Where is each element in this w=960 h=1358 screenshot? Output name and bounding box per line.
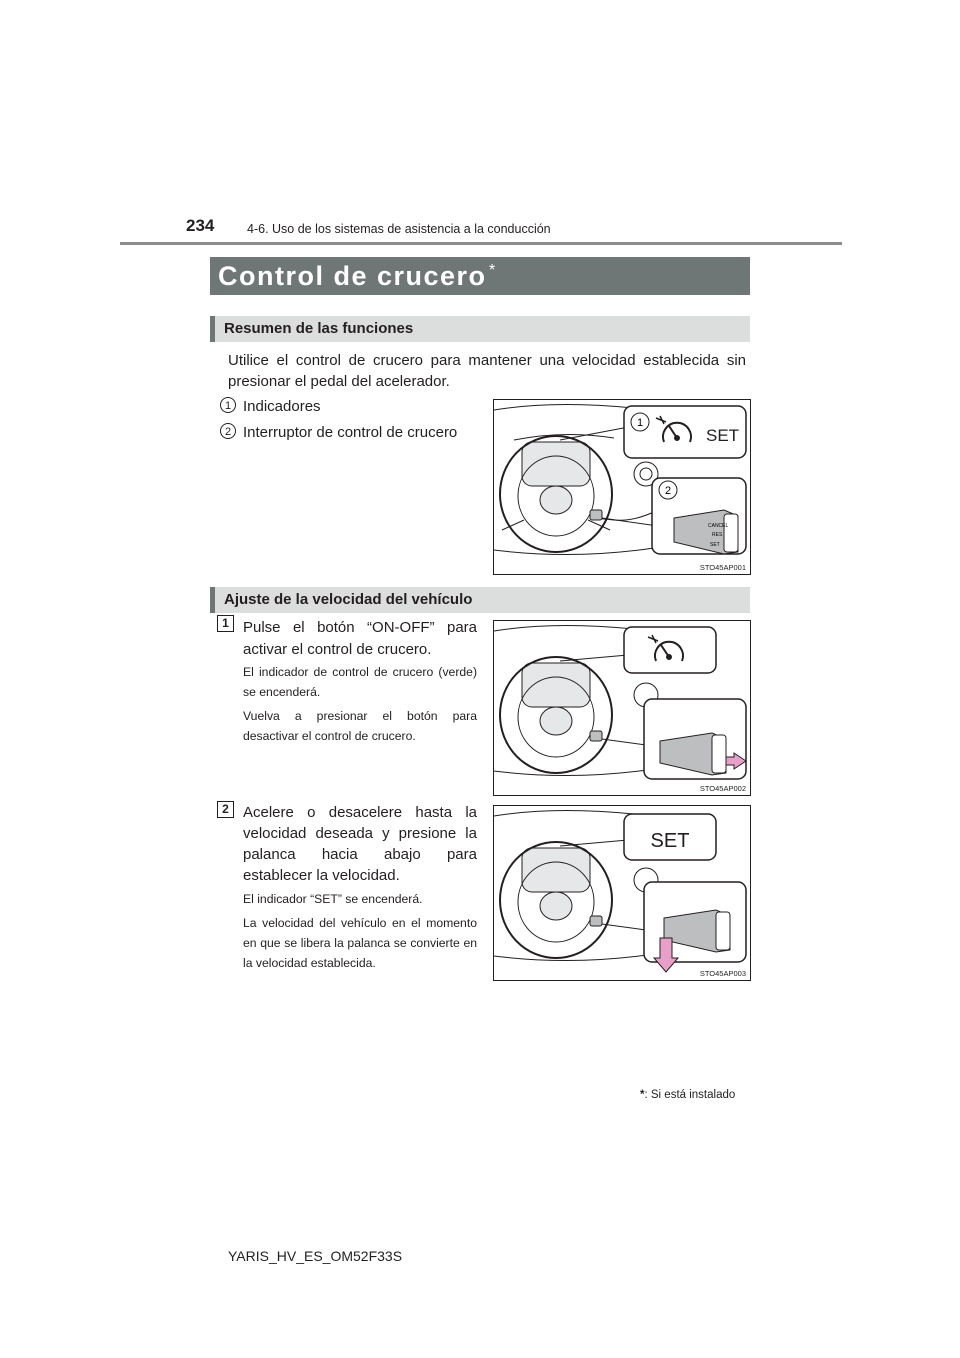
header-rule xyxy=(120,242,842,245)
figure-cockpit-overview xyxy=(493,399,751,575)
figure-code: STO45AP003 xyxy=(699,969,746,978)
figure-code: STO45AP002 xyxy=(699,784,746,793)
section-heading-text: Resumen de las funciones xyxy=(224,320,414,337)
footnote-text: : Si está instalado xyxy=(644,1089,736,1101)
figure-code: STO45AP001 xyxy=(699,563,746,572)
lever-res-label: RES xyxy=(712,532,723,538)
set-indicator-label: SET xyxy=(650,830,690,852)
page-number: 234 xyxy=(186,216,215,235)
lever-set-label: SET xyxy=(710,542,720,548)
step-2-note-1: El indicador “SET” se encenderá. xyxy=(243,892,423,906)
footnote xyxy=(640,1089,735,1101)
step-1-note-2: Vuelva a presionar el botón para desactivar el control de crucero. xyxy=(243,709,477,743)
chapter-title: 4-6. Uso de los sistemas de asistencia a la conducción xyxy=(247,222,551,236)
callout-number-2: 2 xyxy=(664,485,672,497)
intro-paragraph: Utilice el control de crucero para mantener una velocidad establecida sin presionar el pedal del acelerador. xyxy=(228,352,746,390)
section-marker xyxy=(210,316,215,342)
step-2-instruction: Acelere o desacelere hasta la velocidad deseada y presione la palanca hacia abajo para establecer la velocidad. xyxy=(243,804,477,884)
figure-set-speed xyxy=(493,805,751,981)
footnote-asterisk: * xyxy=(640,1089,645,1101)
section-marker xyxy=(210,587,215,613)
title-bar xyxy=(210,257,750,295)
set-indicator-label: SET xyxy=(706,426,740,445)
section-heading-speed xyxy=(210,587,750,613)
title-asterisk: * xyxy=(489,262,496,279)
item-label-switch: Interruptor de control de crucero xyxy=(243,424,458,441)
section-heading-summary xyxy=(210,316,750,342)
item-number-1: 1 xyxy=(220,397,236,413)
figure-on-off-button xyxy=(493,620,751,796)
item-number-2: 2 xyxy=(220,423,236,439)
item-label-indicators: Indicadores xyxy=(243,398,321,415)
document-id: YARIS_HV_ES_OM52F33S xyxy=(228,1248,403,1264)
callout-number-1: 1 xyxy=(636,417,644,429)
step-number-1: 1 xyxy=(217,615,234,632)
lever-cancel-label: CANCEL xyxy=(708,523,729,529)
step-1-note-1: El indicador de control de crucero (verde) se encenderá. xyxy=(243,665,477,699)
section-heading-text: Ajuste de la velocidad del vehículo xyxy=(224,591,473,608)
page-title: Control de crucero xyxy=(218,261,487,291)
step-number-2: 2 xyxy=(217,801,234,818)
step-1-instruction: Pulse el botón “ON-OFF” para activar el control de crucero. xyxy=(243,619,477,658)
step-2-note-2: La velocidad del vehículo en el momento en que se libera la palanca se convierte en la velocidad establecida. xyxy=(243,916,477,970)
